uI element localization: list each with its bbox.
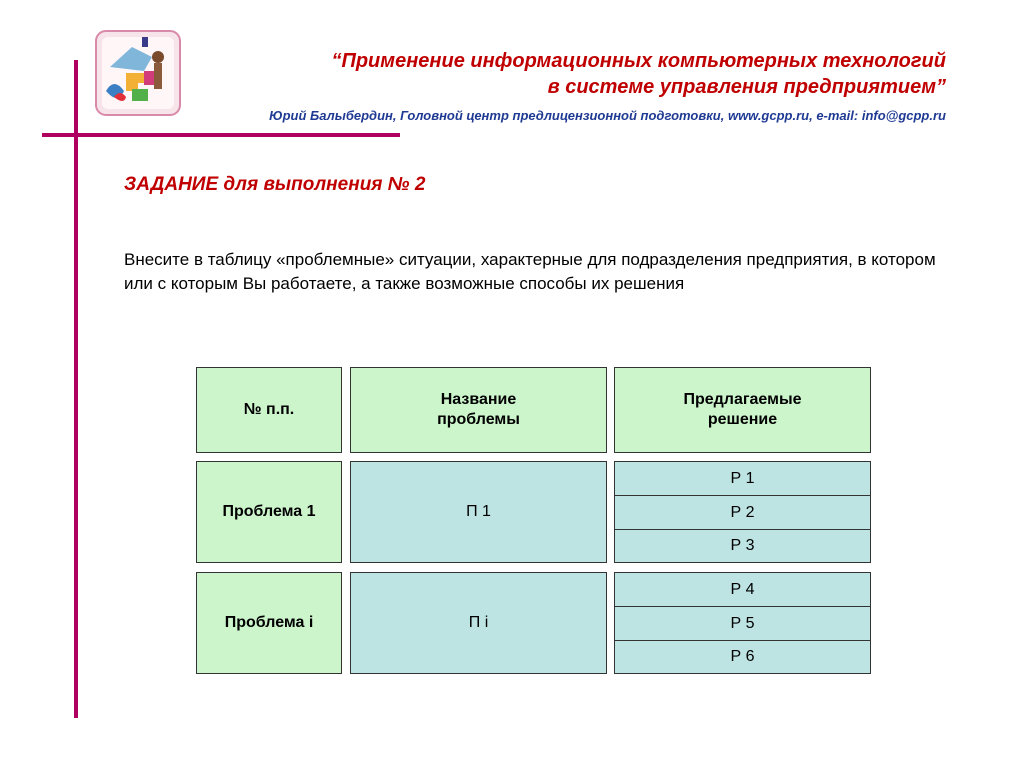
title-line-1: “Применение информационных компьютерных технологий [331, 50, 946, 72]
problem-1-name: П 1 [466, 503, 491, 520]
header-number-label: № п.п. [243, 401, 295, 418]
vertical-accent-line [74, 60, 78, 718]
solution-label-2: Р 2 [730, 503, 755, 521]
presentation-title [186, 48, 946, 100]
solution-cell-1 [614, 461, 871, 496]
solution-label-1: Р 1 [730, 469, 755, 487]
author-subtitle: Юрий Балыбердин, Головной центр предлицензионной подготовки, www.gcpp.ru, e-mail: info@gcpp.ru [269, 108, 946, 123]
problem-i-label: Проблема i [224, 614, 314, 631]
problem-1-label: Проблема 1 [222, 503, 316, 520]
problem-i-label-cell [196, 572, 342, 674]
solution-cell-4 [614, 572, 871, 607]
horizontal-accent-line [42, 133, 400, 137]
task-title: ЗАДАНИЕ для выполнения № 2 [124, 174, 426, 195]
problem-1-name-cell [350, 461, 607, 563]
problem-i-name: П i [468, 614, 489, 631]
solution-label-6: Р 6 [730, 648, 755, 665]
solution-cell-3 [614, 529, 871, 563]
header-problem-line-1: Название [440, 391, 517, 408]
header-solution-cell [614, 367, 871, 453]
header-solution-line-1: Предлагаемые [683, 391, 802, 408]
solution-cell-5 [614, 606, 871, 641]
header-number-cell [196, 367, 342, 453]
puzzle-logo-icon [92, 27, 184, 119]
task-text: Внесите в таблицу «проблемные» ситуации, характерные для подразделения предприятия, в котором или с которым Вы работаете, а также возможные способы их решения [124, 250, 936, 293]
solution-cell-6 [614, 640, 871, 674]
header-problem-line-2: проблемы [437, 411, 520, 428]
problem-1-label-cell [196, 461, 342, 563]
header-problem-cell [350, 367, 607, 453]
problem-i-name-cell [350, 572, 607, 674]
solution-label-5: Р 5 [730, 614, 755, 632]
solution-label-3: Р 3 [730, 537, 755, 554]
solution-label-4: Р 4 [730, 580, 755, 598]
header-solution-line-2: решение [707, 411, 778, 428]
title-line-2: в системе управления предприятием” [547, 76, 946, 98]
solution-cell-2 [614, 495, 871, 530]
